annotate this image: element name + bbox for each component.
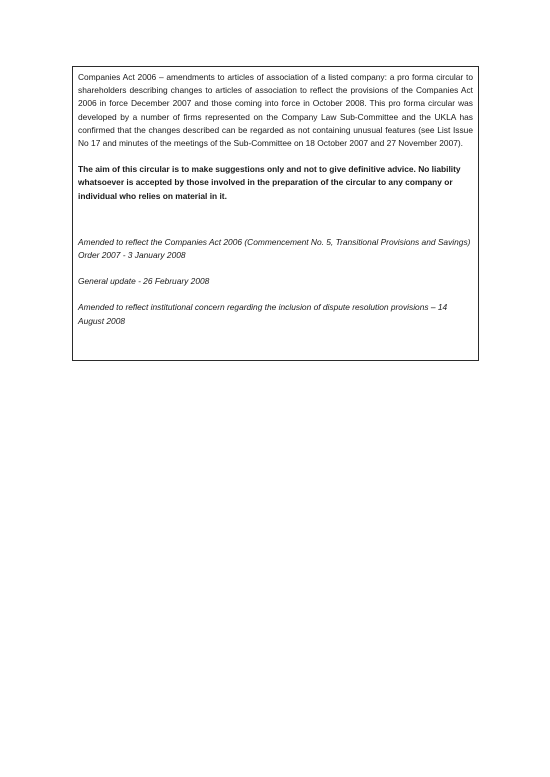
amendment-note: Amended to reflect institutional concern regarding the inclusion of dispute resolution provisions – 14 August 2008: [78, 302, 448, 326]
disclaimer-paragraph: The aim of this circular is to make suggestions only and not to give definitive advice. No liability whatsoever is accepted by those involved in the preparation of the circular to any company or individual who relies on material in it.: [78, 164, 461, 201]
intro-paragraph: Companies Act 2006 – amendments to articles of association of a listed company: a pro forma circular to shareholders describing changes to articles of association to reflect the provisions of the Companies Act 2006 in force December 2007 and those coming into force in October 2008. This pro forma circular was developed by a number of firms represented on the Company Law Sub-Committee and the UKLA has confirmed that the changes described can be regarded as not containing unusual features (see List Issue No 17 and minutes of the meetings of the Sub-Committee on 18 October 2007 and 27 November 2007).: [78, 72, 473, 149]
amendment-history: [78, 236, 473, 328]
amendment-note: General update - 26 February 2008: [78, 276, 210, 287]
amendment-note: Amended to reflect the Companies Act 2006 (Commencement No. 5, Transitional Provisions and Savings) Order 2007 - 3 January 2008: [78, 236, 471, 261]
notice-box: [72, 66, 479, 361]
